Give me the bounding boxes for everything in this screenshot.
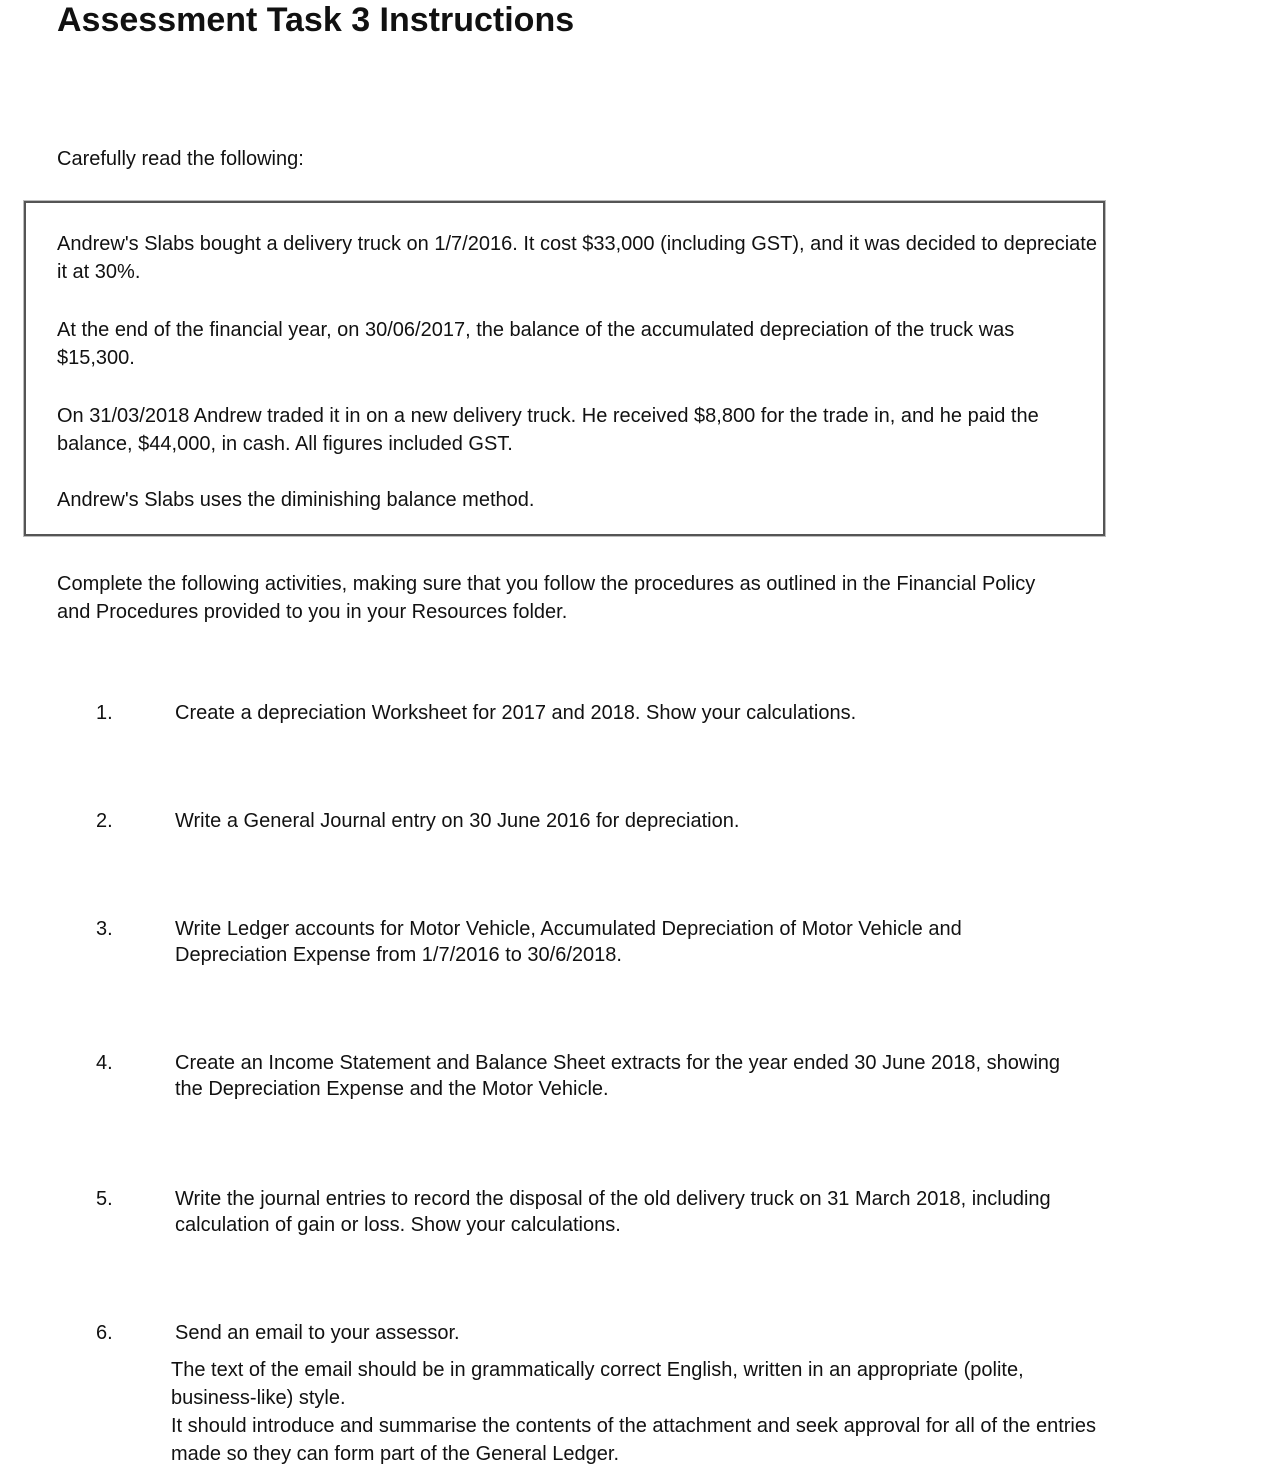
intro-text: Carefully read the following: bbox=[57, 148, 304, 170]
email-detail-line: It should introduce and summarise the contents of the attachment and seek approval for all of the entries made so they can form part of the General Ledger. bbox=[171, 1415, 1096, 1465]
task-number: 3. bbox=[96, 918, 113, 940]
task-text: Send an email to your assessor. bbox=[175, 1322, 460, 1344]
page-title: Assessment Task 3 Instructions bbox=[57, 1, 575, 39]
scenario-paragraph: On 31/03/2018 Andrew traded it in on a new delivery truck. He received $8,800 for the trade in, and he paid the balance, $44,000, in cash. All figures included GST. bbox=[57, 405, 1039, 455]
activities-intro: Complete the following activities, making sure that you follow the procedures as outlined in the Financial Policy and Procedures provided to you in your Resources folder. bbox=[57, 573, 1036, 623]
scenario-paragraph: Andrew's Slabs bought a delivery truck on 1/7/2016. It cost $33,000 (including GST), and it was decided to depreciate it at 30%. bbox=[57, 233, 1097, 283]
email-detail-line: The text of the email should be in grammatically correct English, written in an appropriate (polite, business-like) style. bbox=[171, 1359, 1024, 1409]
task-text: Write a General Journal entry on 30 June 2016 for depreciation. bbox=[175, 810, 740, 832]
task-number: 5. bbox=[96, 1188, 113, 1210]
task-text: Create an Income Statement and Balance Sheet extracts for the year ended 30 June 2018, showing the Depreciation Expense and the Motor Vehicle. bbox=[175, 1052, 1061, 1100]
task-text: Write the journal entries to record the disposal of the old delivery truck on 31 March 2018, including calculation of gain or loss. Show your calculations. bbox=[175, 1188, 1051, 1236]
scenario-box bbox=[24, 201, 1105, 536]
task-number: 6. bbox=[96, 1322, 113, 1344]
task-text: Create a depreciation Worksheet for 2017 and 2018. Show your calculations. bbox=[175, 702, 857, 724]
scenario-paragraph: At the end of the financial year, on 30/06/2017, the balance of the accumulated depreciation of the truck was $15,300. bbox=[57, 319, 1015, 369]
scenario-paragraph: Andrew's Slabs uses the diminishing balance method. bbox=[57, 489, 535, 511]
task-text: Write Ledger accounts for Motor Vehicle, Accumulated Depreciation of Motor Vehicle and Depreciation Expense from 1/7/2016 to 30/6/2018. bbox=[175, 918, 962, 966]
task-number: 1. bbox=[96, 702, 113, 724]
task-number: 4. bbox=[96, 1052, 113, 1074]
email-details bbox=[171, 1356, 1111, 1468]
task-number: 2. bbox=[96, 810, 113, 832]
